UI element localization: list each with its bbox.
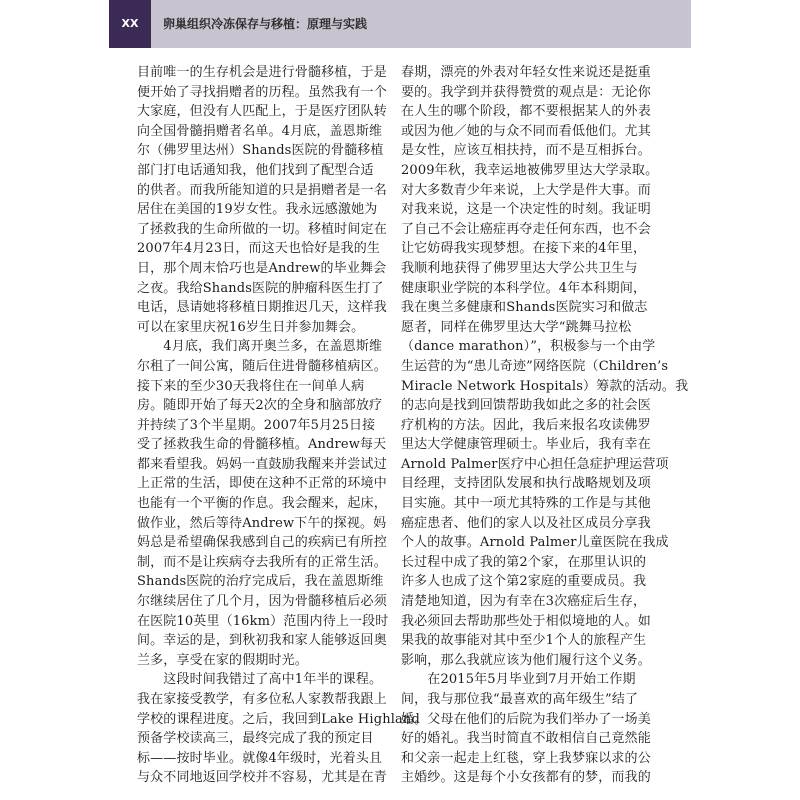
text-line: 愿者，同样在佛罗里达大学“跳舞马拉松	[401, 319, 632, 335]
text-line: 目前唯一的生存机会是进行骨髓移植，于是	[137, 65, 387, 80]
text-line: 疗机构的方法。因此，我后来报名攻读佛罗	[401, 417, 651, 433]
text-line: 我顺利地获得了佛罗里达大学公共卫生与	[401, 260, 638, 276]
text-line: 春期，漂亮的外表对年轻女性来说还是挺重	[401, 65, 651, 80]
text-line: Miracle Network Hospitals）筹款的活动。我	[401, 378, 689, 394]
text-line: 制，而不是让疾病夺去我所有的正常生活。	[137, 554, 387, 570]
text-line: 都来看望我。妈妈一直鼓励我醒来并尝试过	[137, 456, 387, 472]
text-line: 生运营的为“患儿奇迹”网络医院（Children’s	[401, 358, 669, 374]
text-line: 我在奥兰多健康和Shands医院实习和做志	[401, 300, 648, 316]
text-line: 尔租了一间公寓，随后住进骨髓移植病区。	[137, 358, 387, 374]
running-header	[109, 0, 691, 48]
text-line: 长过程中成了我的第2个家，在那里认识的	[401, 554, 647, 570]
text-line: 大家庭，但没有人匹配上，于是医疗团队转	[137, 104, 387, 120]
text-line: 了自己不会让癌症再夺走任何东西，也不会	[401, 221, 651, 237]
text-line: 在医院10英里（16km）范围内待上一段时	[137, 613, 389, 629]
text-line: 日，那个周末恰巧也是Andrew的毕业舞会	[137, 260, 387, 276]
text-line: 便开始了寻找捐赠者的历程。虽然我有一个	[137, 84, 387, 100]
page-number: XX	[109, 0, 151, 48]
text-line: 对我来说，这是一个决定性的时刻。我证明	[401, 202, 651, 218]
text-line: 向全国骨髓捐赠者名单。4月底，盖恩斯维	[137, 123, 383, 139]
text-line: 部门打电话通知我，他们找到了配型合适	[137, 162, 374, 178]
text-line: 影响，那么我就应该为他们履行这个义务。	[401, 652, 651, 668]
text-line: 我必须回去帮助那些处于相似境地的人。如	[401, 613, 651, 629]
text-line: 清楚地知道，因为有幸在3次癌症后生存，	[401, 594, 647, 610]
text-line: 电话，恳请她将移植日期推迟几天，这样我	[137, 300, 387, 316]
text-line: 预备学校读高三，最终完成了我的预定目	[137, 731, 374, 747]
text-line: 间，我与那位我“最喜欢的高年级生”结了	[401, 692, 639, 707]
text-line: 对大多数青少年来说，上大学是件大事。而	[401, 182, 651, 198]
text-line: 上正常的生活，即使在这种不正常的环境中	[137, 476, 387, 492]
left-text-column	[137, 63, 420, 788]
text-line: 的志向是找到回馈帮助我如此之多的社会医	[401, 398, 651, 414]
text-line: 目实施。其中一项尤其特殊的工作是与其他	[401, 496, 651, 512]
text-line: 并持续了3个半星期。2007年5月25日接	[137, 417, 376, 433]
text-line: 在人生的哪个阶段，都不要根据某人的外表	[401, 104, 651, 120]
text-line: 或因为他／她的与众不同而看低他们。尤其	[401, 123, 651, 139]
text-line: 房。随即开始了每天2次的全身和脑部放疗	[137, 398, 383, 414]
text-line: 尔继续居住了几个月，因为骨髓移植后必须	[137, 594, 387, 610]
text-line: 妈总是希望确保我感到自己的疾病已有所控	[137, 535, 387, 551]
text-line: 在2015年5月毕业到7月开始工作期	[401, 672, 636, 688]
text-line: 做作业，然后等待Andrew下午的探视。妈	[137, 515, 387, 531]
text-line: 和父亲一起走上红毯，穿上我梦寐以求的公	[401, 750, 651, 766]
text-line: 许多人也成了这个第2家庭的重要成员。我	[401, 574, 647, 590]
text-line: 学校的课程进度。之后，我回到Lake Highland	[137, 711, 420, 727]
text-line: 是女性，应该互相扶持，而不是互相拆台。	[401, 143, 651, 159]
text-line: 与众不同地返回学校并不容易，尤其是在青	[137, 770, 387, 786]
text-line: （dance marathon）”，积极参与一个由学	[401, 339, 656, 355]
text-line: 里达大学健康管理硕士。毕业后，我有幸在	[401, 437, 651, 453]
text-line: 标——按时毕业。就像4年级时，光着头且	[137, 750, 383, 766]
text-line: 要的。我学到并获得赞赏的观点是：无论你	[401, 84, 651, 100]
text-line: 个人的故事。Arnold Palmer儿童医院在我成	[401, 535, 669, 551]
text-line: 主婚纱。这是每个小女孩都有的梦，而我的	[401, 770, 651, 786]
text-line: 健康职业学院的本科学位。4年本科期间，	[401, 280, 647, 296]
text-line: 尔（佛罗里达州）Shands医院的骨髓移植	[137, 143, 384, 159]
text-line: 这段时间我错过了高中1年半的课程。	[137, 672, 383, 688]
text-line: 好的婚礼。我当时简直不敢相信自己竟然能	[401, 731, 651, 747]
text-line: 接下来的至少30天我将住在一间单人病	[137, 378, 365, 394]
text-line: 我在家接受教学，有多位私人家教帮我跟上	[137, 692, 387, 707]
text-line: 2009年秋，我幸运地被佛罗里达大学录取。	[401, 162, 659, 178]
text-line: 也能有一个平衡的作息。我会醒来，起床，	[137, 496, 387, 512]
text-line: 了拯救我的生命所做的一切。移植时间定在	[137, 221, 387, 237]
text-line: 让它妨碍我实现梦想。在接下来的4年里，	[401, 241, 647, 257]
text-line: 的供者。而我所能知道的只是捐赠者是一名	[137, 182, 387, 198]
right-text-column	[401, 63, 689, 788]
text-line: 2007年4月23日，而这天也恰好是我的生	[137, 241, 381, 257]
text-line: Arnold Palmer医疗中心担任急症护理运营项	[401, 456, 669, 472]
text-line: 间。幸运的是，到秋初我和家人能够返回奥	[137, 633, 387, 649]
text-line: 可以在家里庆祝16岁生日并参加舞会。	[137, 319, 365, 335]
text-line: 4月底，我们离开奥兰多，在盖恩斯维	[137, 339, 383, 355]
text-line: Shands医院的治疗完成后，我在盖恩斯维	[137, 574, 384, 590]
text-line: 果我的故事能对其中至少1个人的旅程产生	[401, 633, 647, 649]
text-line: 癌症患者、他们的家人以及社区成员分享我	[401, 515, 651, 531]
text-line: 之夜。我给Shands医院的肿瘤科医生打了	[137, 280, 384, 296]
book-title: 卵巢组织冷冻保存与移植：原理与实践	[163, 17, 368, 31]
text-line: 受了拯救我生命的骨髓移植。Andrew每天	[137, 437, 387, 453]
text-line: 兰多，享受在家的假期时光。	[137, 652, 308, 668]
text-line: 目经理，支持团队发展和执行战略规划及项	[401, 476, 651, 492]
text-line: 居住在美国的19岁女性。我永远感激她为	[137, 202, 378, 218]
text-line: 婚。父母在他们的后院为我们举办了一场美	[401, 711, 651, 727]
